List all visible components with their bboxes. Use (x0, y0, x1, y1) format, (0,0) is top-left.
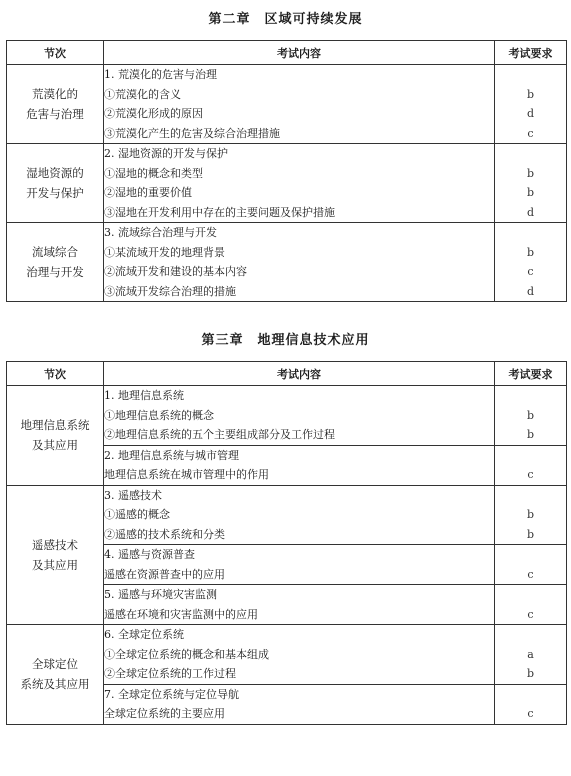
chapter-2-table (6, 40, 567, 302)
content-item: ③流域开发综合治理的措施 (104, 284, 236, 298)
table-row (7, 144, 567, 223)
content-item: ①湿地的概念和类型 (104, 166, 203, 180)
requirement-cell (495, 386, 567, 446)
content-heading: 7. 全球定位系统与定位导航 (104, 687, 239, 701)
content-heading: 2. 湿地资源的开发与保护 (104, 147, 228, 160)
chapter-3-title: 第三章 地理信息技术应用 (201, 333, 370, 348)
requirement-cell (495, 445, 567, 485)
content-cell (104, 445, 495, 485)
header-content: 考试内容 (104, 362, 495, 386)
content-heading: 4. 遥感与资源普查 (104, 548, 195, 561)
content-item: ①全球定位系统的概念和基本组成 (104, 647, 269, 661)
requirement-level: c (527, 707, 534, 720)
requirement-level: b (526, 166, 535, 180)
section-label: 湿地资源的 (26, 166, 84, 180)
content-heading: 2. 地理信息系统与城市管理 (104, 448, 239, 462)
content-item: ③湿地在开发利用中存在的主要问题及保护措施 (104, 205, 335, 219)
content-heading: 3. 遥感技术 (104, 488, 162, 502)
requirement-level: d (526, 284, 535, 298)
requirement-level (495, 65, 566, 85)
table-row (7, 65, 567, 144)
requirement-level: b (526, 527, 535, 541)
requirement-level: c (527, 607, 534, 621)
content-item: ②荒漠化形成的原因 (104, 107, 203, 120)
requirement-level (495, 446, 566, 466)
header-section: 节次 (7, 41, 104, 65)
content-item: ②地理信息系统的五个主要组成部分及工作过程 (104, 428, 335, 441)
chapter-3-table (6, 361, 567, 725)
table-header-row (7, 41, 567, 65)
table-row (7, 625, 567, 685)
requirement-level: b (526, 408, 535, 422)
header-content: 考试内容 (104, 41, 495, 65)
requirement-cell (495, 223, 567, 302)
content-item: 地理信息系统在城市管理中的作用 (104, 468, 269, 481)
header-requirement: 考试要求 (495, 362, 567, 386)
content-heading: 3. 流域综合治理与开发 (104, 226, 217, 239)
requirement-level: b (526, 667, 535, 680)
content-cell (104, 545, 495, 585)
section-label: 及其应用 (32, 438, 78, 453)
section-cell (7, 144, 104, 223)
requirement-cell (495, 144, 567, 223)
requirement-level: b (526, 508, 535, 521)
requirement-cell (495, 625, 567, 685)
content-item: ③荒漠化产生的危害及综合治理措施 (104, 126, 280, 140)
requirement-level: a (527, 647, 534, 661)
requirement-level (495, 223, 566, 243)
content-heading: 1. 地理信息系统 (104, 389, 184, 402)
section-cell (7, 223, 104, 302)
content-item: 遥感在资源普查中的应用 (104, 567, 225, 581)
content-cell (104, 144, 495, 223)
requirement-cell (495, 684, 567, 724)
requirement-level (495, 144, 566, 164)
content-heading: 5. 遥感与环境灾害监测 (104, 588, 217, 601)
section-label: 流域综合 (32, 245, 78, 259)
header-requirement: 考试要求 (495, 41, 567, 65)
section-cell (7, 625, 104, 725)
requirement-cell (495, 585, 567, 625)
requirement-level: b (526, 428, 535, 441)
content-item: ①遥感的概念 (104, 508, 170, 521)
requirement-level: c (527, 468, 534, 481)
content-cell (104, 223, 495, 302)
header-section: 节次 (7, 362, 104, 386)
content-item: ①荒漠化的含义 (104, 87, 181, 101)
requirement-level: b (526, 186, 535, 199)
section-label: 全球定位 (32, 657, 78, 672)
requirement-level (495, 625, 566, 645)
requirement-level: c (527, 126, 534, 140)
requirement-level: d (526, 107, 535, 120)
requirement-level: b (526, 87, 535, 101)
section-label: 遥感技术 (32, 537, 78, 552)
section-cell (7, 386, 104, 486)
requirement-cell (495, 65, 567, 144)
requirement-level: b (526, 245, 535, 259)
section-label: 及其应用 (32, 557, 78, 572)
requirement-cell (495, 485, 567, 545)
table-row (7, 485, 567, 545)
section-cell (7, 485, 104, 625)
section-label: 治理与开发 (26, 265, 84, 279)
requirement-level (495, 585, 566, 605)
section-label: 地理信息系统 (20, 418, 90, 433)
table-row (7, 223, 567, 302)
section-label: 系统及其应用 (20, 677, 90, 692)
section-cell (7, 65, 104, 144)
content-item: ②全球定位系统的工作过程 (104, 667, 236, 680)
content-item: ②湿地的重要价值 (104, 186, 192, 199)
content-item: 全球定位系统的主要应用 (104, 707, 225, 720)
content-item: 遥感在环境和灾害监测中的应用 (104, 607, 258, 621)
content-item: ②流域开发和建设的基本内容 (104, 265, 247, 278)
content-heading: 1. 荒漠化的危害与治理 (104, 68, 217, 81)
content-item: ①某流域开发的地理背景 (104, 245, 225, 259)
requirement-level (495, 486, 566, 506)
requirement-level (495, 545, 566, 565)
section-label: 荒漠化的 (32, 87, 78, 101)
content-cell (104, 386, 495, 446)
requirement-level: d (526, 205, 535, 219)
content-cell (104, 485, 495, 545)
section-label: 危害与治理 (26, 107, 84, 121)
content-item: ①地理信息系统的概念 (104, 408, 214, 422)
content-item: ②遥感的技术系统和分类 (104, 527, 225, 541)
requirement-level: c (527, 567, 534, 581)
section-label: 开发与保护 (26, 186, 84, 200)
table-header-row (7, 362, 567, 386)
requirement-cell (495, 545, 567, 585)
requirement-level (495, 386, 566, 406)
table-row (7, 386, 567, 446)
content-cell (104, 684, 495, 724)
requirement-level: c (527, 265, 534, 278)
content-cell (104, 585, 495, 625)
content-heading: 6. 全球定位系统 (104, 628, 184, 641)
content-cell (104, 625, 495, 685)
requirement-level (495, 685, 566, 705)
content-cell (104, 65, 495, 144)
chapter-2-title: 第二章 区域可持续发展 (208, 12, 363, 27)
